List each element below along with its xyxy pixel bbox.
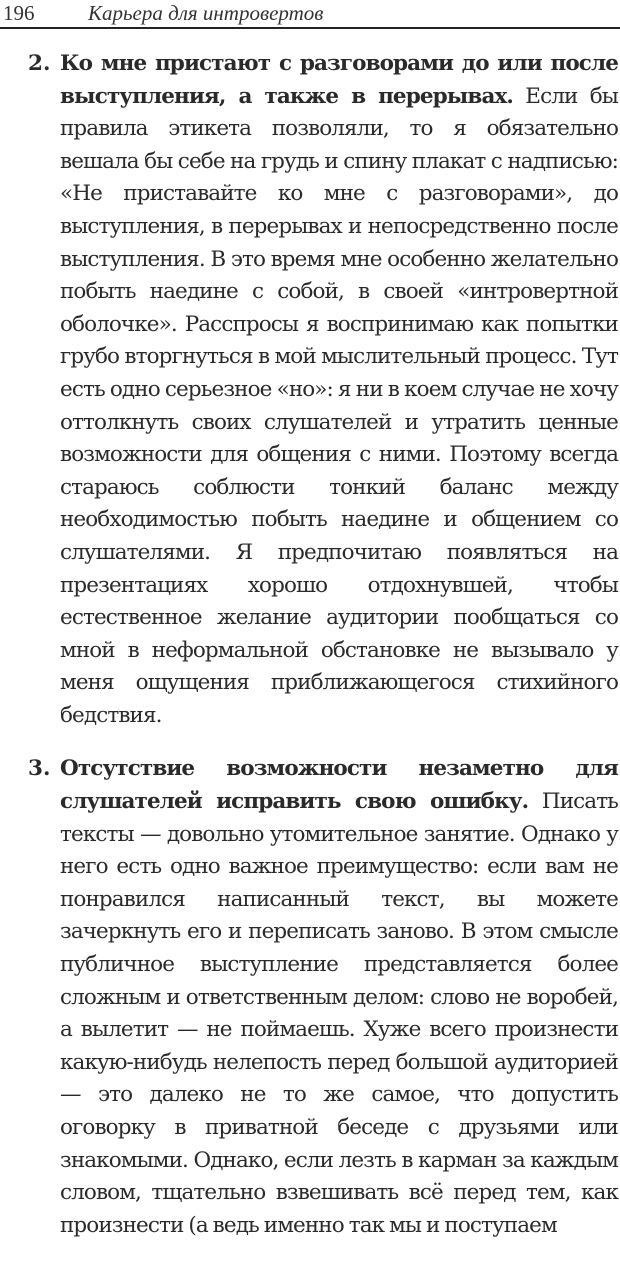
item-number: 2.	[28, 51, 51, 76]
item-paragraph	[60, 48, 618, 732]
running-title: Карьера для интровертов	[88, 1, 324, 25]
list-item	[0, 753, 620, 1242]
item-number: 3.	[28, 756, 51, 782]
item-body: Если бы правила этикета позволяли, то я обязательно вешала бы себе на грудь и спину плакат с надписью: «Не приставайте ко мне с разговорами», до выступления, в перерывах и непосредственно после выступления. В это время мне особенно желательно побыть наедине с собой, в своей «интровертной оболочке». Расспросы я воспринимаю как попытки грубо вторгнуться в мой мыслительный процесс. Тут есть одно серьезное «но»: я ни в коем случае не хочу оттолкнуть своих слушателей и утратить ценные возможности для общения с ними. Поэтому всегда стараюсь соблюсти тонкий баланс между необходимостью побыть наедине и общением со слушателями. Я предпочитаю появляться на презентациях хорошо отдохнувшей, чтобы естественное желание аудитории пообщаться со мной в неформальной обстановке не вызывало у меня ощущения приближающегося стихийного бедствия.	[60, 83, 618, 728]
list-item	[0, 48, 620, 732]
running-header	[0, 0, 620, 29]
item-heading: Ко мне пристают с разговорами до или после выступления, а также в перерывах.	[60, 51, 618, 109]
page-number: 196	[3, 1, 35, 25]
item-heading: Отсутствие возможности незаметно для слушателей исправить свою ошибку.	[60, 756, 618, 815]
numbered-list	[0, 48, 620, 1263]
item-paragraph	[60, 753, 618, 1242]
item-body: Писать тексты — довольно утомительное занятие. Однако у него есть одно важное преимущество: если вам не понравился написанный текст, вы можете зачеркнуть его и переписать заново. В этом смысле публичное выступление представляется более сложным и ответственным делом: слово не воробей, а вылетит — не поймаешь. Хуже всего произнести какую-нибудь нелепость перед большой аудиторией — это далеко не то же самое, что допустить оговорку в приватной беседе с друзьями или знакомыми. Однако, если лезть в карман за каждым словом, тщательно взвешивать всё перед тем, как произнести (а ведь именно так мы и поступаем	[60, 789, 618, 1238]
